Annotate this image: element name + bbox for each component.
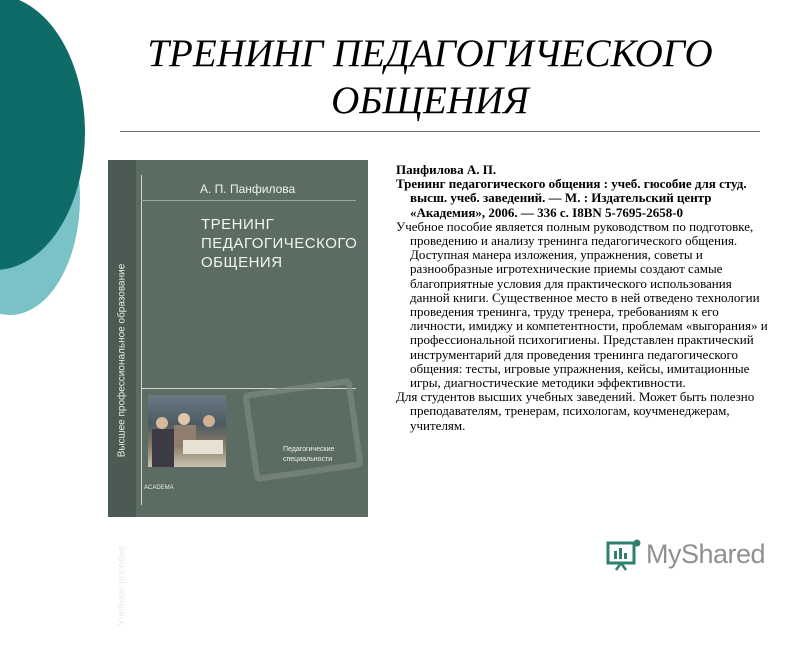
photo-table — [183, 440, 223, 454]
cover-rule-top — [141, 200, 356, 201]
book-cover-image — [108, 160, 368, 626]
book-description: Учебное пособие является полным руководством по подготовке, проведению и анализу тренинга педагогического общения. Доступная манера изложения, упражнения, советы и разнообразные игротехнические приемы создают самые благоприятные условия для практического использования данной книги. Существенное место в ней отведено технологии проведения тренинга, труду тренера, требованиям к его личности, имиджу и компетентности, проблемам «выгорания» и профессиональной психогигиены. Представлен практический инструментарий для проведения тренинга педагогического общения: тесты, игровые упражнения, кейсы, имитационные игры, диагностические методики эффективности. — [396, 218, 768, 391]
cover-photo — [148, 395, 226, 467]
cover-specialty-line1: Педагогические — [283, 446, 335, 453]
book-info — [396, 163, 768, 433]
photo-head — [203, 415, 215, 427]
book-audience: Для студентов высших учебных заведений. Может быть полезно преподавателям, тренерам, психологам, коучменеджерам, учителям. — [396, 389, 755, 433]
cover-specialty-line2: специальности — [283, 456, 333, 463]
book-author: Панфилова А. П. — [396, 162, 497, 177]
slide-title-line2: ОБЩЕНИЯ — [331, 79, 529, 122]
slide-title-line1: ТРЕНИНГ ПЕДАГОГИЧЕСКОГО — [147, 32, 713, 75]
cover-rule-vertical — [141, 175, 142, 505]
cover-publisher-logo: ACADEMA — [144, 485, 174, 491]
photo-head — [156, 417, 168, 429]
presentation-board-icon — [606, 537, 642, 571]
title-divider — [120, 131, 760, 132]
cover-series-bottom-text: Учебное пособие — [116, 545, 128, 626]
cover-title-line2: ПЕДАГОГИЧЕСКОГО — [201, 235, 358, 252]
cover-title — [201, 215, 361, 272]
slide-title — [110, 30, 750, 124]
cover-specialty — [283, 445, 363, 465]
cover-sketch-graphic — [242, 378, 363, 482]
cover-series-text: Высшее профессиональное образование — [116, 263, 128, 458]
photo-figure — [152, 429, 174, 467]
cover-author: А. П. Панфилова — [200, 182, 296, 196]
book-citation: Тренинг педагогического общения : учеб. гюсобие для студ. высш. учеб. заведений. — М. : Издательский центр «Академия», 2006. — 336 с. I8BN 5-7695-2658-0 — [396, 176, 747, 220]
photo-head — [178, 413, 190, 425]
cover-title-line1: ТРЕНИНГ — [201, 216, 275, 233]
brand-text: MyShared — [646, 539, 766, 569]
cover-title-line3: ОБЩЕНИЯ — [201, 254, 283, 271]
